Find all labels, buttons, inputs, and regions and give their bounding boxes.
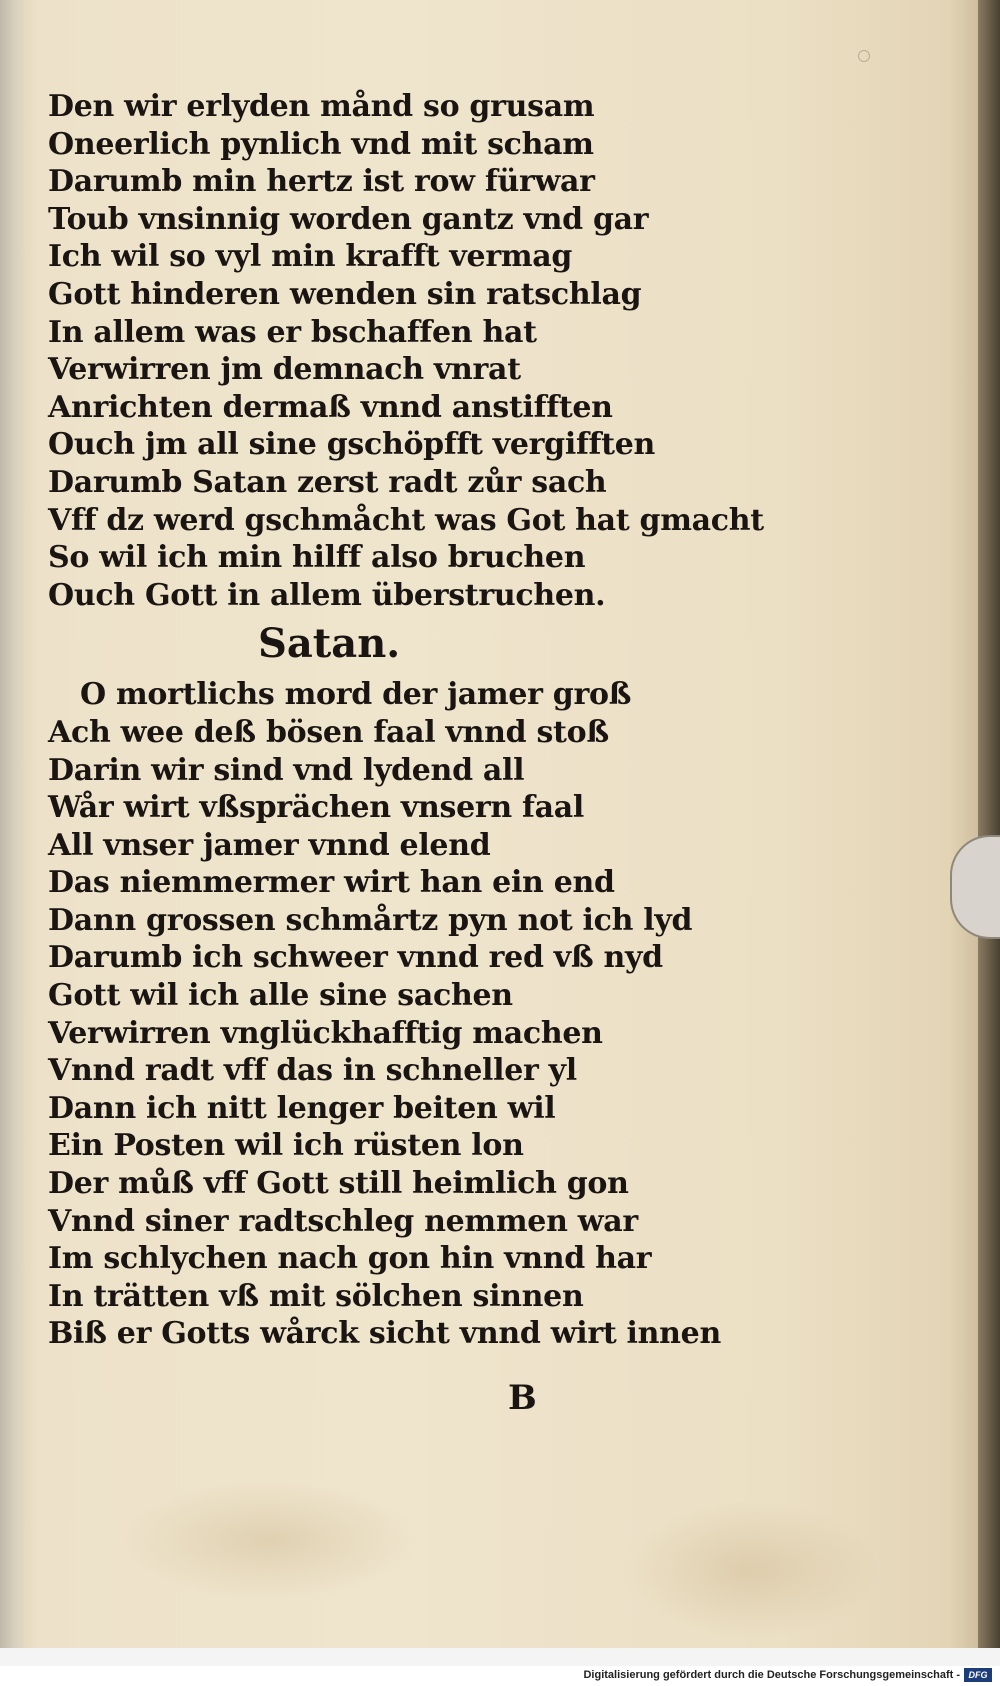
- verse-line: Ouch jm all sine gschöpfft vergifften: [48, 427, 656, 463]
- verse-line: Der můß vff Gott still heimlich gon: [48, 1166, 629, 1202]
- verse-line: Darumb ich schweer vnnd red vß nyd: [48, 940, 663, 976]
- dfg-logo-icon: DFG: [964, 1668, 992, 1682]
- verse-line: Ein Posten wil ich rüsten lon: [48, 1128, 524, 1164]
- verse-line: All vnser jamer vnnd elend: [48, 827, 491, 863]
- verse-line: Vnnd siner radtschleg nemmen war: [48, 1203, 638, 1239]
- verse-line: Verwirren vnglückhafftig machen: [48, 1015, 603, 1051]
- verse-block-after: [48, 676, 721, 1353]
- verse-line: Wår wirt vßsprächen vnsern faal: [48, 790, 585, 826]
- verse-line: So wil ich min hilff also bruchen: [48, 540, 586, 576]
- verse-line: In trätten vß mit sölchen sinnen: [48, 1278, 584, 1314]
- verse-line: Vff dz werd gschmåcht was Got hat gmacht: [48, 502, 764, 538]
- verse-line: Toub vnsinnig worden gantz vnd gar: [48, 201, 649, 237]
- verse-line: Anrichten dermaß vnnd anstifften: [48, 389, 613, 425]
- signature-mark: B: [508, 1378, 537, 1418]
- verse-line: Darin wir sind vnd lydend all: [48, 752, 525, 788]
- verse-line: Ouch Gott in allem überstruchen.: [48, 577, 606, 613]
- paper-stain: [120, 1480, 420, 1600]
- verse-line: In allem was er bschaffen hat: [48, 314, 537, 350]
- verse-line: Gott hinderen wenden sin ratschlag: [48, 276, 642, 312]
- footer-credit-text: Digitalisierung gefördert durch die Deutsche Forschungsgemeinschaft -: [583, 1669, 960, 1681]
- book-edge: [978, 0, 1000, 1648]
- page-clip: [950, 835, 1000, 939]
- verse-line: Dann grossen schmårtz pyn not ich lyd: [48, 902, 693, 938]
- verse-line: Dann ich nitt lenger beiten wil: [48, 1090, 556, 1126]
- page-speck: [858, 50, 870, 62]
- verse-line: Den wir erlyden månd so grusam: [48, 89, 595, 124]
- poem-text: [48, 88, 764, 1353]
- verse-line: Darumb Satan zerst radt zůr sach: [48, 464, 607, 500]
- verse-line: Das niemmermer wirt han ein end: [48, 865, 615, 901]
- verse-line: Vnnd radt vff das in schneller yl: [48, 1053, 577, 1089]
- verse-line: Ach wee deß bösen faal vnnd stoß: [48, 714, 609, 750]
- verse-line: Verwirren jm demnach vnrat: [48, 352, 521, 388]
- paper-stain: [620, 1500, 880, 1640]
- verse-line: O mortlichs mord der jamer groß: [80, 677, 632, 713]
- verse-line: Biß er Gotts wårck sicht vnnd wirt innen: [48, 1316, 721, 1352]
- speaker-heading: Satan.: [258, 620, 401, 668]
- verse-line: Im schlychen nach gon hin vnnd har: [48, 1241, 652, 1277]
- verse-block-before: [48, 88, 764, 614]
- verse-line: Darumb min hertz ist row fürwar: [48, 164, 595, 200]
- verse-line: Ich wil so vyl min krafft vermag: [48, 239, 573, 275]
- verse-line: Oneerlich pynlich vnd mit scham: [48, 126, 594, 162]
- verse-line: Gott wil ich alle sine sachen: [48, 978, 513, 1014]
